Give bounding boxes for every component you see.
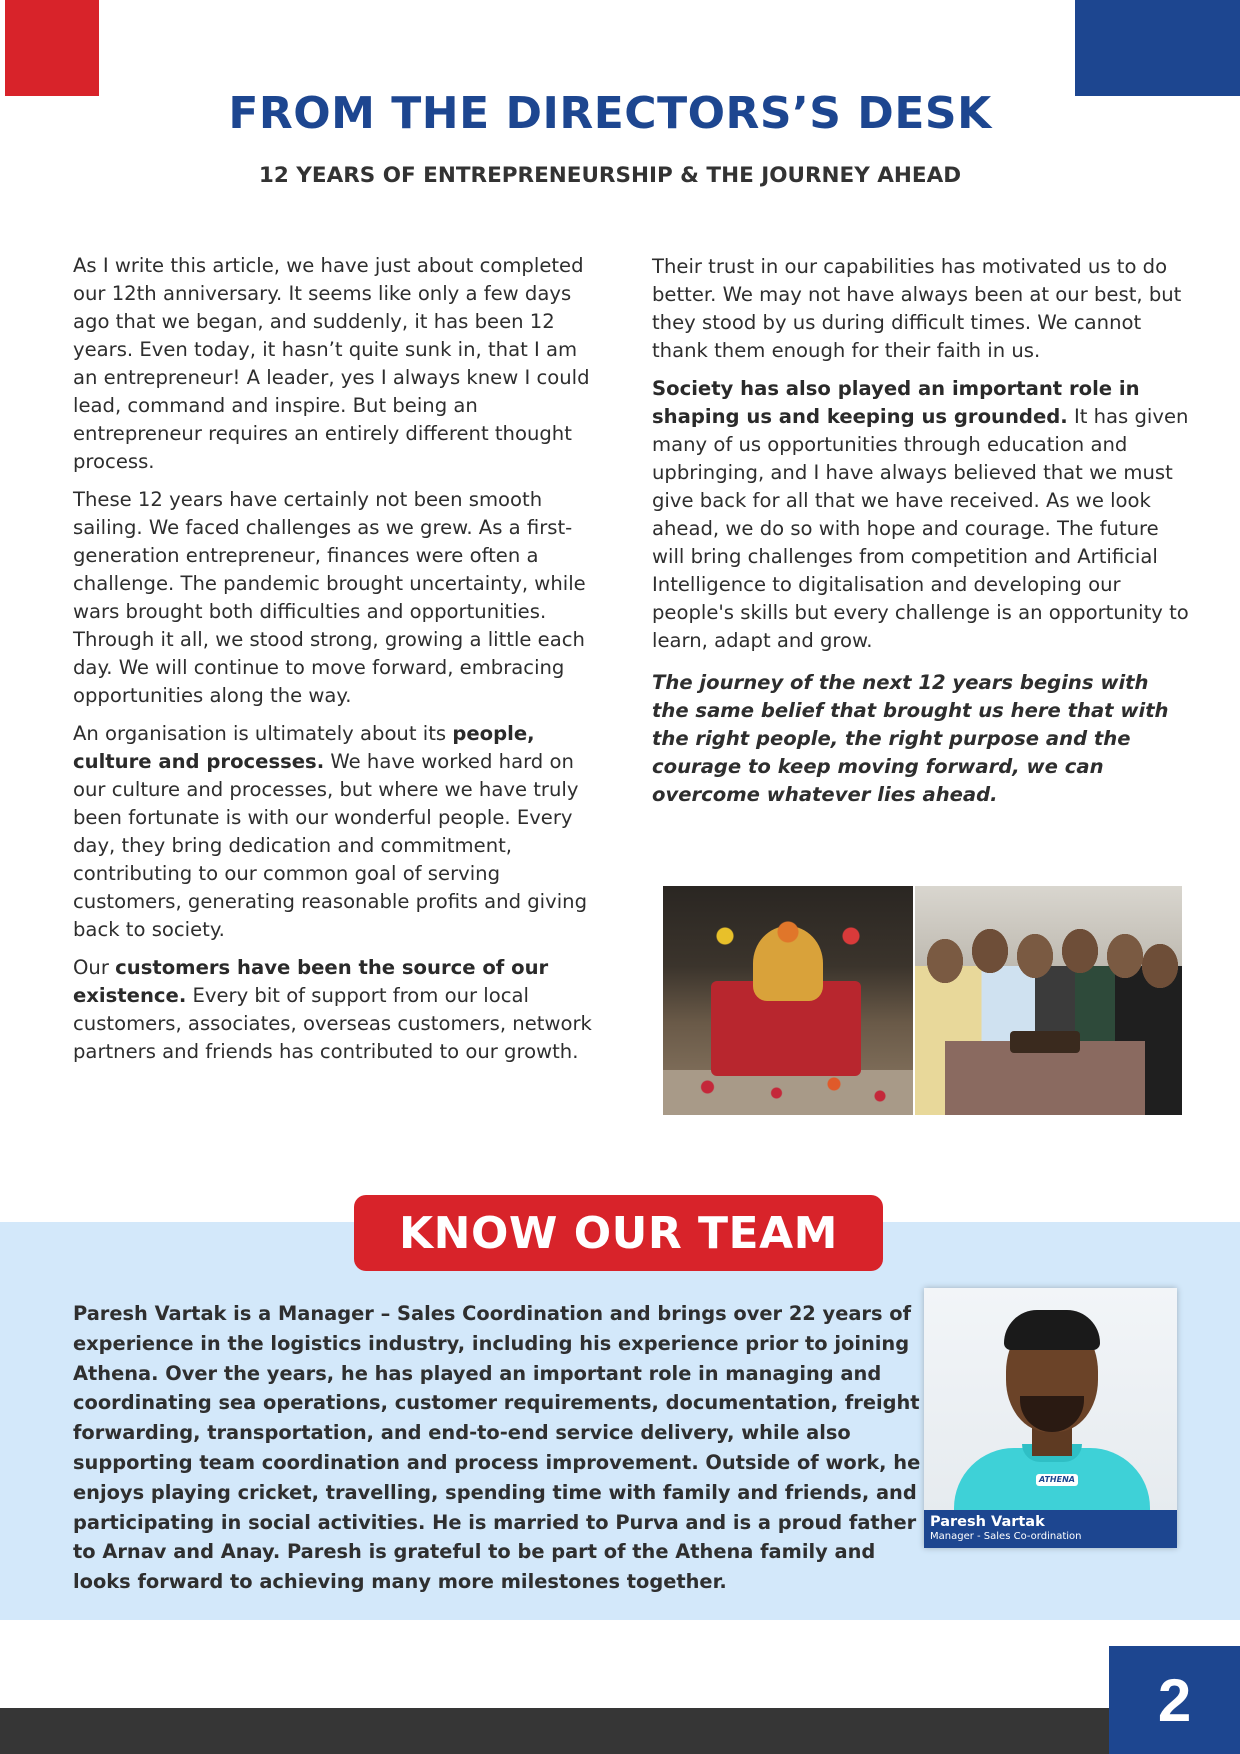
footer-bar xyxy=(0,1708,1109,1754)
text-run: Our xyxy=(73,956,116,979)
profile-name: Paresh Vartak xyxy=(930,1514,1045,1530)
corner-blue-block xyxy=(1075,0,1240,96)
photo-flowers xyxy=(683,916,893,956)
page-number: 2 xyxy=(1109,1646,1240,1754)
text-run: We have worked hard on our culture and processes, but where we have truly been fortunate is with our wonderful people. Every day, they bring dedication and commitment, contributing to our common goal of serving customers, generating reasonable profits and giving back to society. xyxy=(73,750,588,941)
page-title: FROM THE DIRECTORS’S DESK xyxy=(228,88,992,139)
pooja-altar-photo xyxy=(663,886,913,1115)
bold-text: people, culture and processes. xyxy=(73,722,535,773)
article-right-column xyxy=(652,253,1190,819)
profile-caption xyxy=(924,1510,1177,1548)
bold-text: customers have been the source of our existence. xyxy=(73,956,549,1007)
article-paragraph: Their trust in our capabilities has motivated us to do better. We may not have always been at our best, but they stood by us during difficult times. We cannot thank them enough for their faith in us. xyxy=(652,255,1182,362)
shirt-logo: ATHENA xyxy=(1036,1474,1078,1486)
photo-cake xyxy=(1010,1031,1080,1053)
team-member-bio: Paresh Vartak is a Manager – Sales Coordination and brings over 22 years of experience in the logistics industry, including his experience prior to joining Athena. Over the years, he has played an important role in managing and coordinating sea operations, customer requirements, documentation, freight forwarding, transportation, and end-to-end service delivery, while also supporting team coordination and process improvement. Outside of work, he enjoys playing cricket, travelling, spending time with family and friends, and participating in social activities. He is married to Purva and is a proud father to Arnav and Anay. Paresh is grateful to be part of the Athena family and looks forward to achieving many more milestones together. xyxy=(73,1302,921,1594)
text-run: An organisation is ultimately about its xyxy=(73,722,453,745)
article-paragraph xyxy=(73,720,593,944)
profile-neck xyxy=(1032,1428,1072,1456)
photo-petals xyxy=(673,1075,903,1105)
page-subtitle: 12 YEARS OF ENTREPRENEURSHIP & THE JOURNEY AHEAD xyxy=(258,163,962,188)
profile-role: Manager - Sales Co-ordination xyxy=(930,1531,1082,1542)
profile-hair xyxy=(1004,1310,1100,1350)
text-run: Every bit of support from our local customers, associates, overseas customers, network partners and friends has contributed to our growth. xyxy=(73,984,592,1063)
text-run: It has given many of us opportunities through education and upbringing, and I have always believed that we must give back for all that we have received. As we look ahead, we do so with hope and courage. The future will bring challenges from competition and Artificial Intelligence to digitalisation and developing our people's skills but every challenge is an opportunity to learn, adapt and grow. xyxy=(652,405,1189,652)
bold-text: Society has also played an important role in shaping us and keeping us grounded. xyxy=(652,377,1140,428)
article-paragraph: These 12 years have certainly not been smooth sailing. We faced challenges as we grew. As a first-generation entrepreneur, finances were often a challenge. The pandemic brought uncertainty, while wars brought both difficulties and opportunities. Through it all, we stood strong, growing a little each day. We will continue to move forward, embracing opportunities along the way. xyxy=(73,488,586,707)
closing-quote: The journey of the next 12 years begins with the same belief that brought us here that with the right people, the right purpose and the courage to keep moving forward, we can overcome whatever lies ahead. xyxy=(652,671,1169,806)
corner-red-block xyxy=(5,0,99,96)
anniversary-photos xyxy=(663,886,1182,1115)
cake-cutting-photo xyxy=(915,886,1182,1115)
profile-photo-card xyxy=(924,1288,1177,1548)
article-paragraph: As I write this article, we have just about completed our 12th anniversary. It seems like only a few days ago that we began, and suddenly, it has been 12 years. Even today, it hasn’t quite sunk in, that I am an entrepreneur! A leader, yes I always knew I could lead, command and inspire. But being an entrepreneur requires an entirely different thought process. xyxy=(73,254,590,473)
article-paragraph xyxy=(652,375,1190,655)
team-heading: KNOW OUR TEAM xyxy=(354,1195,883,1271)
article-paragraph xyxy=(73,954,593,1066)
article-left-column xyxy=(73,252,593,1076)
